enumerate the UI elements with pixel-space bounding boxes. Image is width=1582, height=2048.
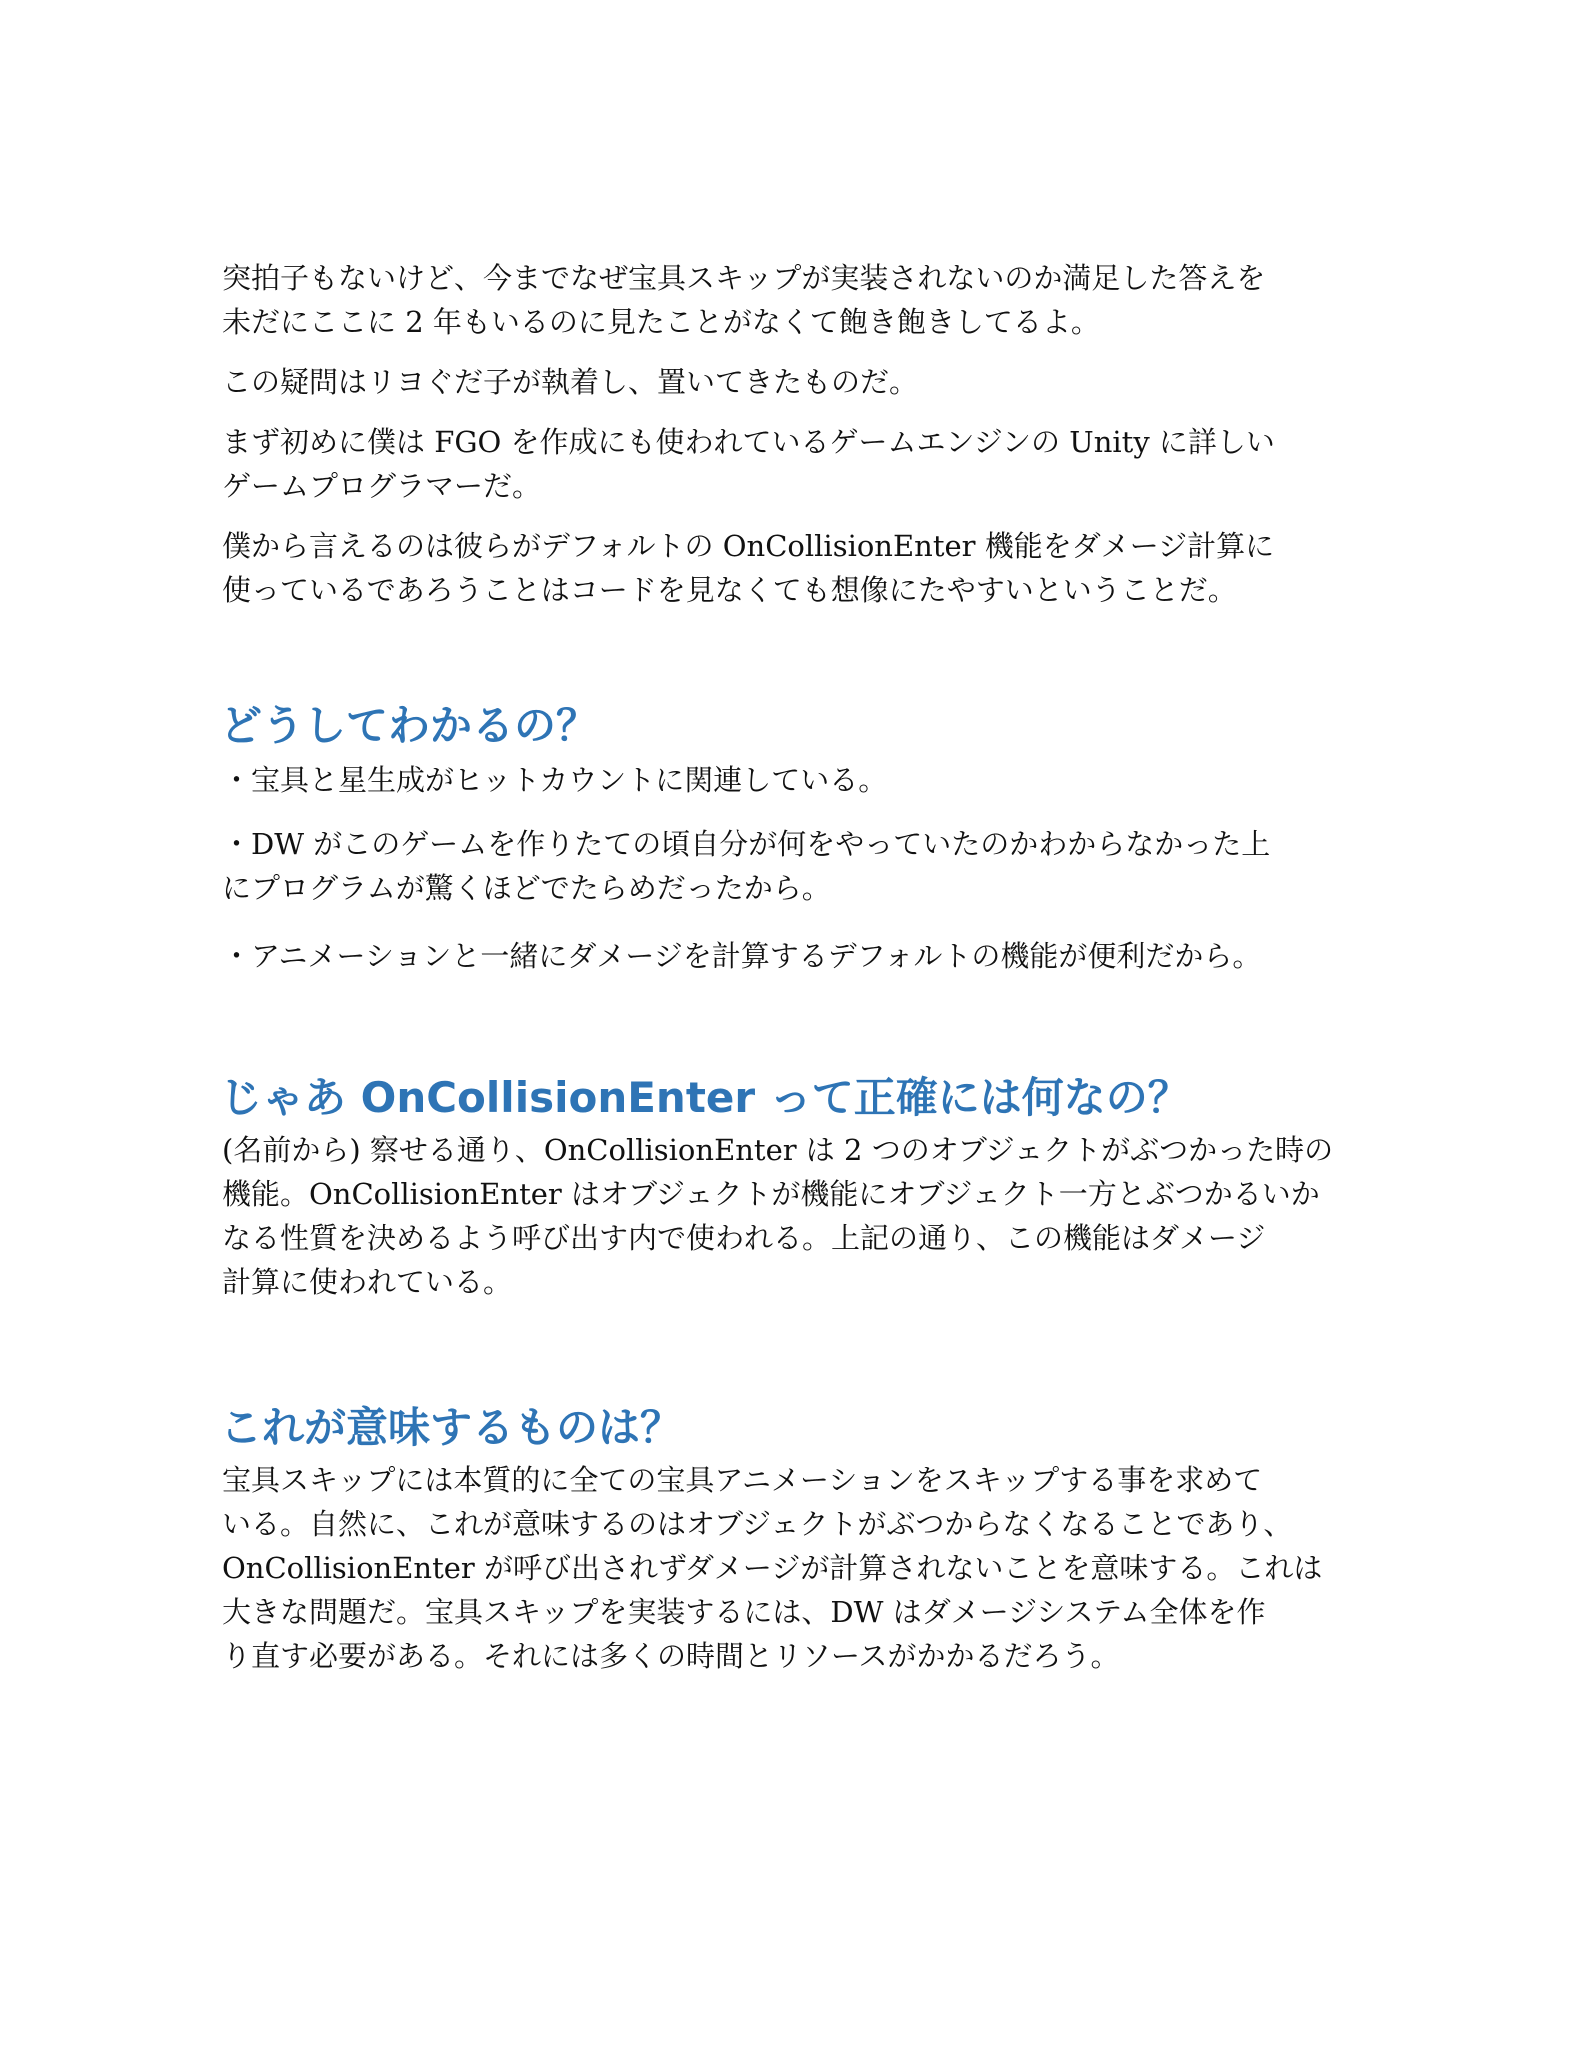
text-line: ゲームプログラマーだ。 (222, 469, 542, 503)
text-line: なる性質を決めるよう呼び出す内で使われる。上記の通り、この機能はダメージ (222, 1221, 1266, 1255)
section2-paragraph (222, 1128, 1382, 1304)
text-line: ・宝具と星生成がヒットカウントに関連している。 (222, 763, 888, 797)
text-line: 大きな問題だ。宝具スキップを実装するには、DW はダメージシステム全体を作 (222, 1595, 1266, 1629)
bullet-item-3 (222, 934, 1382, 978)
text-line: ・アニメーションと一緒にダメージを計算するデフォルトの機能が便利だから。 (222, 939, 1262, 973)
bullet-item-2 (222, 822, 1382, 910)
section-heading-meaning: これが意味するものは？ (220, 1403, 683, 1452)
text-line: OnCollisionEnter が呼び出されずダメージが計算されないことを意味する。これは (222, 1551, 1323, 1585)
text-line: 未だにここに 2 年もいるのに見たことがなくて飽き飽きしてるよ。 (222, 305, 1100, 339)
section3-paragraph (222, 1458, 1382, 1678)
text-line: この疑問はリヨぐだ子が執着し、置いてきたものだ。 (222, 365, 919, 399)
section-heading-why: どうしてわかるの？ (220, 701, 599, 750)
text-line: ・DW がこのゲームを作りたての頃自分が何をやっていたのかわからなかった上 (222, 827, 1271, 861)
text-line: いる。自然に、これが意味するのはオブジェクトがぶつからなくなることであり、 (222, 1507, 1293, 1541)
intro-paragraph-3 (222, 420, 1382, 508)
intro-paragraph-1 (222, 256, 1382, 344)
bullet-item-1 (222, 758, 1382, 802)
section-heading-oncollisionenter: じゃあ OnCollisionEnter って正確には何なの？ (220, 1073, 1190, 1122)
text-line: り直す必要がある。それには多くの時間とリソースがかかるだろう。 (222, 1639, 1120, 1673)
text-line: にプログラムが驚くほどでたらめだったから。 (222, 871, 831, 905)
text-line: 使っているであろうことはコードを見なくても想像にたやすいということだ。 (222, 573, 1237, 607)
intro-paragraph-2 (222, 360, 1382, 404)
text-line: 機能。OnCollisionEnter はオブジェクトが機能にオブジェクト一方とぶつかるいか (222, 1177, 1320, 1211)
intro-paragraph-4 (222, 524, 1382, 612)
text-line: 僕から言えるのは彼らがデフォルトの OnCollisionEnter 機能をダメージ計算に (222, 529, 1275, 563)
text-line: 突拍子もないけど、今までなぜ宝具スキップが実装されないのか満足した答えを (222, 261, 1266, 295)
text-line: 宝具スキップには本質的に全ての宝具アニメーションをスキップする事を求めて (222, 1463, 1263, 1497)
text-line: (名前から) 察せる通り、OnCollisionEnter は 2 つのオブジェクトがぶつかった時の (222, 1133, 1334, 1167)
text-line: まず初めに僕は FGO を作成にも使われているゲームエンジンの Unity に詳しい (222, 425, 1275, 459)
text-line: 計算に使われている。 (222, 1265, 513, 1299)
